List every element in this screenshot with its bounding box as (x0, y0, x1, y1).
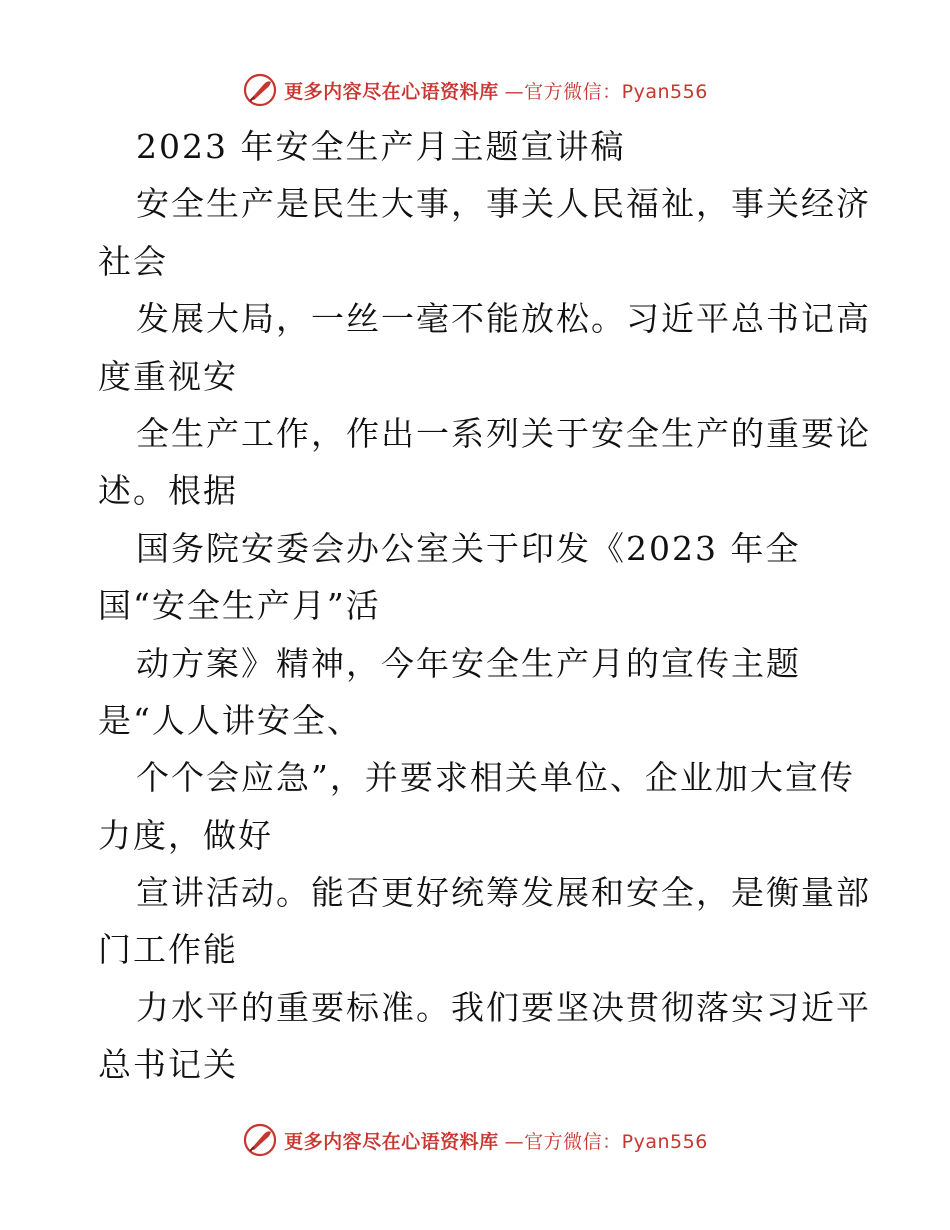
doc-line: 动方案》精神，今年安全生产月的宣传主题 (136, 643, 801, 683)
header-watermark (0, 70, 950, 110)
watermark-brand: 更多内容尽在心语资料库 (284, 80, 499, 103)
doc-line: 门工作能 (98, 930, 238, 970)
quill-logo-icon (242, 72, 278, 108)
document-body (98, 118, 871, 1094)
doc-line: 2023 年安全生产月主题宣讲稿 (136, 127, 626, 166)
doc-line: 安全生产是民生大事，事关人民福祉，事关经济 (136, 184, 871, 224)
doc-line: 个个会应急”，并要求相关单位、企业加大宣传 (136, 758, 855, 798)
doc-line: 述。根据 (98, 471, 238, 511)
doc-line: 社会 (98, 241, 168, 281)
doc-line: 度重视安 (98, 356, 238, 396)
doc-line: 国“安全生产月”活 (98, 586, 381, 626)
doc-line: 力水平的重要标准。我们要坚决贯彻落实习近平 (136, 987, 871, 1027)
footer-watermark (0, 1120, 950, 1160)
doc-line: 国务院安委会办公室关于印发《2023 年全 (136, 528, 801, 568)
doc-line: 是“人人讲安全、 (98, 700, 362, 740)
quill-logo-icon (242, 1122, 278, 1158)
doc-line: 宣讲活动。能否更好统筹发展和安全，是衡量部 (136, 873, 871, 913)
doc-line: 全生产工作，作出一系列关于安全生产的重要论 (136, 413, 871, 453)
doc-line: 总书记关 (98, 1045, 238, 1085)
doc-line: 力度，做好 (98, 815, 273, 855)
watermark-wechat: —官方微信：Pyan556 (504, 1130, 708, 1153)
watermark-brand: 更多内容尽在心语资料库 (284, 1130, 499, 1153)
watermark-wechat: —官方微信：Pyan556 (504, 80, 708, 103)
doc-line: 发展大局，一丝一毫不能放松。习近平总书记高 (136, 299, 871, 339)
